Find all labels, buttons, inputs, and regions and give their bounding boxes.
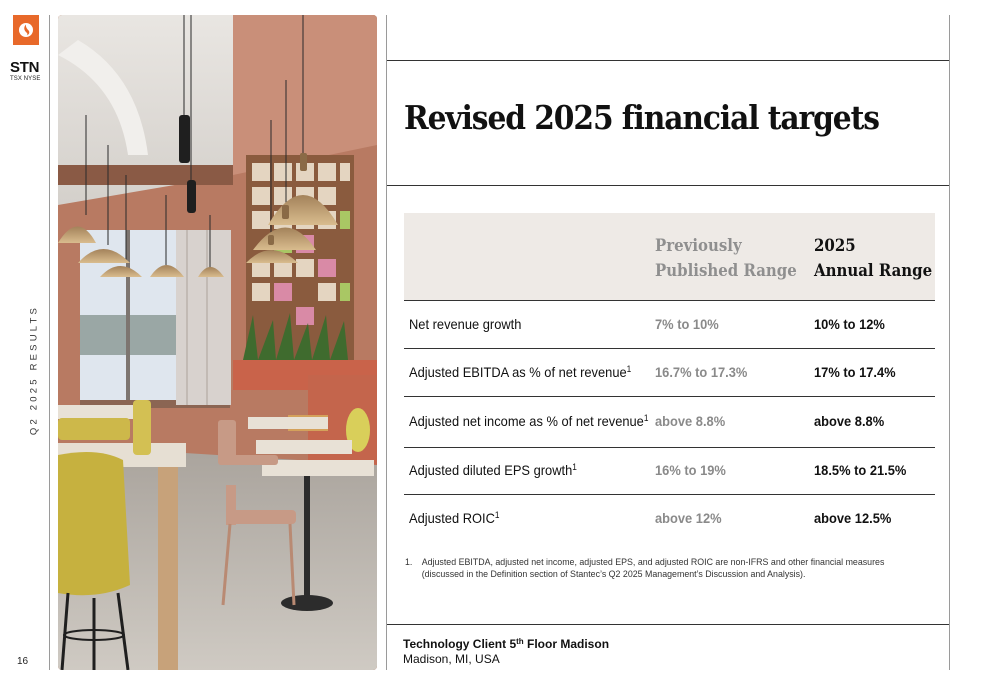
- slide-title: Revised 2025 financial targets: [404, 98, 879, 137]
- row-label: Adjusted net income as % of net revenue$^1$: [409, 413, 649, 429]
- header-previous-line1: Previously: [655, 236, 742, 256]
- table-header-rule: [404, 300, 935, 301]
- section-label: Q2 2025 RESULTS: [28, 304, 40, 436]
- title-top-rule: [387, 60, 949, 61]
- row-divider: [404, 447, 935, 448]
- row-annual-value: 10% to 12%: [814, 316, 885, 332]
- header-annual-line2: Annual Range: [814, 261, 933, 281]
- caption-title: Technology Client 5th Floor Madison: [403, 637, 610, 651]
- row-label: Adjusted EBITDA as % of net revenue$^1$: [409, 364, 632, 380]
- row-label: Adjusted ROIC$^1$: [409, 510, 500, 526]
- row-previous-value: 7% to 10%: [655, 316, 719, 332]
- footnote: [405, 557, 884, 581]
- footnote-line2: (discussed in the Definition section of Stantec’s Q2 2025 Management’s Discussion and Analysis).: [421, 569, 806, 580]
- row-divider: [404, 348, 935, 349]
- caption-location: Madison, MI, USA: [403, 652, 500, 666]
- photo-caption: [403, 634, 609, 667]
- title-bottom-rule: [387, 185, 949, 186]
- row-previous-value: above 12%: [655, 510, 722, 526]
- restaurant-photo: [58, 15, 377, 670]
- footnote-line1: Adjusted EBITDA, adjusted net income, adjusted EPS, and adjusted ROIC are non-IFRS and other financial measures: [421, 557, 885, 568]
- row-divider: [404, 494, 935, 495]
- row-annual-value: above 8.8%: [814, 413, 885, 429]
- row-annual-value: 18.5% to 21.5%: [814, 462, 907, 478]
- row-previous-value: 16% to 19%: [655, 462, 726, 478]
- row-previous-value: 16.7% to 17.3%: [655, 364, 748, 380]
- row-annual-value: 17% to 17.4%: [814, 364, 896, 380]
- stantec-logo-icon: [18, 22, 34, 38]
- row-annual-value: above 12.5%: [814, 510, 892, 526]
- header-annual-line1: 2025: [814, 236, 856, 256]
- caption-top-rule: [387, 624, 949, 625]
- rail-divider: [49, 15, 50, 670]
- content-divider-right: [949, 15, 950, 670]
- ticker-block: [10, 60, 40, 83]
- header-previous-range: [655, 234, 797, 284]
- row-label: Net revenue growth: [409, 316, 522, 332]
- row-previous-value: above 8.8%: [655, 413, 726, 429]
- content-divider-left: [386, 15, 387, 670]
- header-annual-range: [814, 234, 932, 284]
- row-divider: [404, 396, 935, 397]
- row-label: Adjusted diluted EPS growth$^1$: [409, 462, 577, 478]
- page-number: 16: [17, 656, 29, 667]
- exchange-list: TSX NYSE: [10, 76, 41, 82]
- footnote-number: 1.: [405, 557, 413, 568]
- ticker-symbol: STN: [10, 59, 40, 76]
- header-previous-line2: Published Range: [655, 261, 797, 281]
- brand-logo: [13, 15, 39, 45]
